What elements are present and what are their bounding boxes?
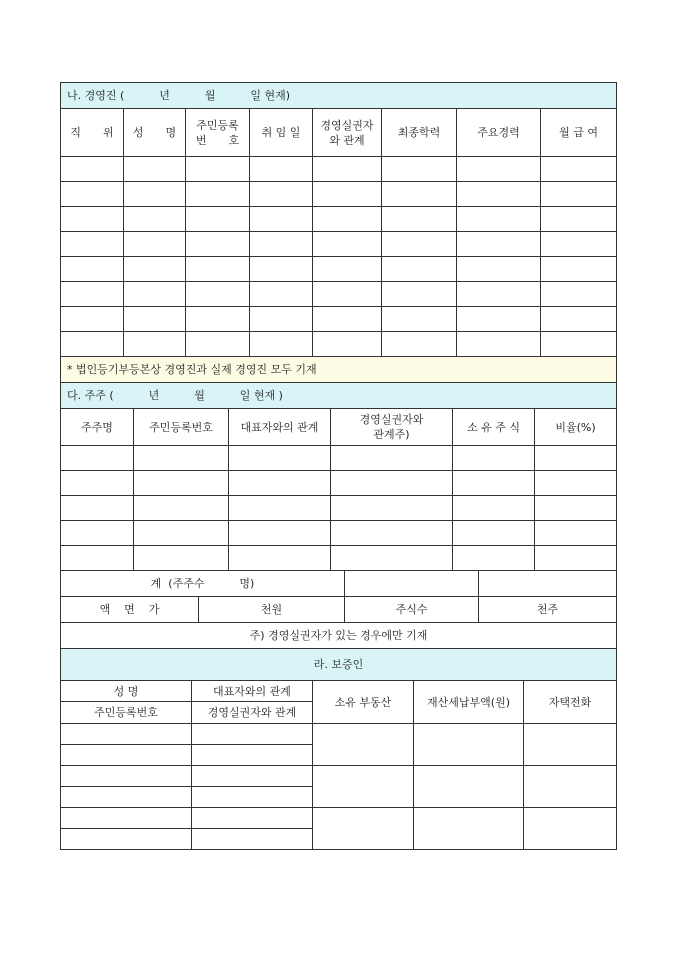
table-cell[interactable] (124, 207, 186, 232)
table-cell[interactable] (186, 232, 250, 257)
sh-header-shares (453, 409, 535, 446)
management-rows (61, 157, 617, 357)
table-cell[interactable] (382, 332, 457, 357)
header-name (124, 109, 186, 157)
table-cell[interactable] (134, 521, 229, 546)
table-cell[interactable] (331, 446, 453, 471)
table-cell[interactable] (61, 471, 134, 496)
sh-header-ratio-label: 비율(%) (555, 420, 596, 434)
total-shareholders: 계 (주주수 명) (61, 571, 345, 597)
table-cell[interactable] (229, 521, 331, 546)
table-cell[interactable] (331, 496, 453, 521)
header-position-label: 직 위 (70, 126, 114, 139)
table-cell[interactable] (541, 182, 617, 207)
header-education-label: 최종학력 (397, 126, 441, 139)
sh-header-rep-relation (229, 409, 331, 446)
table-cell[interactable] (313, 182, 382, 207)
table-cell[interactable] (250, 157, 313, 182)
table-cell[interactable] (134, 446, 229, 471)
guarantor-row (61, 766, 617, 787)
table-cell[interactable] (229, 546, 331, 571)
header-mgr-relation-label: 경영실권자 와 관계 (320, 118, 374, 147)
shareholder-rows (61, 446, 617, 571)
table-cell[interactable] (124, 157, 186, 182)
total-cell-1[interactable] (345, 571, 479, 597)
shareholder-table (60, 382, 617, 571)
header-career (457, 109, 541, 157)
form-container (60, 82, 616, 850)
table-cell[interactable] (61, 521, 134, 546)
table-cell[interactable] (541, 157, 617, 182)
table-cell[interactable] (134, 546, 229, 571)
shareholder-row (61, 496, 617, 521)
table-cell[interactable] (186, 207, 250, 232)
table-cell[interactable] (250, 282, 313, 307)
table-cell[interactable] (250, 307, 313, 332)
shareholder-footnote: 주) 경영실권자가 있는 경우에만 기재 (61, 623, 617, 649)
sh-header-name (61, 409, 134, 446)
table-cell[interactable] (192, 787, 313, 808)
table-cell[interactable] (61, 257, 124, 282)
header-appointed-date (250, 109, 313, 157)
table-cell[interactable] (61, 282, 124, 307)
table-cell[interactable] (457, 307, 541, 332)
table-cell[interactable] (541, 232, 617, 257)
table-cell[interactable] (313, 332, 382, 357)
management-row (61, 182, 617, 207)
table-cell[interactable] (453, 471, 535, 496)
table-cell[interactable] (457, 282, 541, 307)
shareholder-row (61, 546, 617, 571)
table-cell[interactable] (313, 257, 382, 282)
header-salary (541, 109, 617, 157)
table-cell[interactable] (192, 745, 313, 766)
table-cell[interactable] (61, 307, 124, 332)
gu-header-property: 소유 부동산 (313, 681, 414, 724)
management-row (61, 257, 617, 282)
gu-header-rrn: 주민등록번호 (61, 702, 192, 724)
table-cell[interactable] (250, 332, 313, 357)
table-cell[interactable] (331, 521, 453, 546)
table-cell[interactable] (61, 157, 124, 182)
table-cell[interactable] (192, 724, 313, 745)
header-name-label: 성 명 (132, 126, 177, 139)
gu-header-name: 성 명 (61, 681, 192, 702)
table-cell[interactable] (61, 745, 192, 766)
table-cell[interactable] (457, 332, 541, 357)
table-cell[interactable] (535, 521, 617, 546)
management-row (61, 282, 617, 307)
table-cell[interactable] (535, 546, 617, 571)
management-row (61, 232, 617, 257)
table-cell[interactable] (541, 282, 617, 307)
table-cell[interactable] (61, 724, 192, 745)
table-cell[interactable] (414, 766, 524, 808)
sh-header-mgr-relation-label: 경영실권자와 관계주) (359, 413, 424, 441)
table-cell[interactable] (457, 182, 541, 207)
table-cell[interactable] (313, 307, 382, 332)
shareholder-row (61, 446, 617, 471)
sh-header-rrn-label: 주민등록번호 (149, 420, 213, 434)
table-cell[interactable] (313, 766, 414, 808)
sh-header-rep-relation-label: 대표자와의 관계 (240, 420, 319, 434)
table-cell[interactable] (331, 546, 453, 571)
table-cell[interactable] (524, 766, 617, 808)
table-cell[interactable] (124, 282, 186, 307)
table-cell[interactable] (457, 257, 541, 282)
header-salary-label: 월 급 여 (559, 126, 598, 139)
management-row (61, 157, 617, 182)
table-cell[interactable] (61, 446, 134, 471)
face-value-label: 액 면 가 (61, 597, 199, 623)
table-cell[interactable] (124, 332, 186, 357)
table-cell[interactable] (535, 471, 617, 496)
header-rrn-label: 주민등록 번 호 (195, 118, 240, 147)
table-cell[interactable] (61, 332, 124, 357)
table-cell[interactable] (382, 257, 457, 282)
table-cell[interactable] (524, 724, 617, 766)
table-cell[interactable] (541, 207, 617, 232)
sh-header-shares-label: 소 유 주 식 (467, 420, 520, 434)
table-cell[interactable] (61, 787, 192, 808)
shareholder-summary-table (60, 570, 617, 649)
guarantor-row (61, 724, 617, 745)
table-cell[interactable] (414, 808, 524, 850)
shares-unit: 천주 (479, 597, 617, 623)
table-cell[interactable] (61, 546, 134, 571)
management-section-title: 나. 경영진 ( 년 월 일 현재) (61, 83, 617, 109)
table-cell[interactable] (229, 496, 331, 521)
gu-header-rep-relation: 대표자와의 관계 (192, 681, 313, 702)
table-cell[interactable] (457, 232, 541, 257)
table-cell[interactable] (453, 496, 535, 521)
table-cell[interactable] (453, 546, 535, 571)
table-cell[interactable] (541, 257, 617, 282)
gu-header-tax: 재산세납부액(원) (414, 681, 524, 724)
gu-header-mgr-relation: 경영실권자와 관계 (192, 702, 313, 724)
table-cell[interactable] (541, 307, 617, 332)
management-table (60, 82, 617, 383)
table-cell[interactable] (124, 257, 186, 282)
guarantor-table (60, 648, 617, 850)
header-position (61, 109, 124, 157)
table-cell[interactable] (192, 829, 313, 850)
table-cell[interactable] (134, 471, 229, 496)
table-cell[interactable] (457, 157, 541, 182)
table-cell[interactable] (186, 182, 250, 207)
table-cell[interactable] (61, 207, 124, 232)
table-cell[interactable] (186, 307, 250, 332)
table-cell[interactable] (250, 232, 313, 257)
header-career-label: 주요경력 (477, 126, 520, 139)
table-cell[interactable] (313, 282, 382, 307)
table-cell[interactable] (192, 808, 313, 829)
header-appointed-date-label: 취 임 일 (261, 126, 301, 139)
face-value-unit: 천원 (199, 597, 345, 623)
shares-label: 주식수 (345, 597, 479, 623)
management-row (61, 307, 617, 332)
table-cell[interactable] (313, 232, 382, 257)
guarantor-rows (61, 724, 617, 850)
shareholder-section-title: 다. 주주 ( 년 월 일 현재 ) (61, 383, 617, 409)
table-cell[interactable] (61, 496, 134, 521)
table-cell[interactable] (313, 808, 414, 850)
table-cell[interactable] (250, 207, 313, 232)
table-cell[interactable] (524, 808, 617, 850)
table-cell[interactable] (229, 471, 331, 496)
table-cell[interactable] (453, 521, 535, 546)
management-row (61, 332, 617, 357)
table-cell[interactable] (313, 157, 382, 182)
table-cell[interactable] (313, 724, 414, 766)
guarantor-section-title: 라. 보증인 (61, 649, 617, 681)
table-cell[interactable] (382, 232, 457, 257)
table-cell[interactable] (250, 257, 313, 282)
header-rrn (186, 109, 250, 157)
header-mgr-relation (313, 109, 382, 157)
table-cell[interactable] (382, 157, 457, 182)
guarantor-row (61, 808, 617, 829)
table-cell[interactable] (61, 808, 192, 829)
table-cell[interactable] (382, 207, 457, 232)
table-cell[interactable] (457, 207, 541, 232)
shareholder-row (61, 521, 617, 546)
gu-header-phone: 자택전화 (524, 681, 617, 724)
sh-header-rrn (134, 409, 229, 446)
table-cell[interactable] (186, 282, 250, 307)
table-cell[interactable] (382, 282, 457, 307)
sh-header-name-label: 주주명 (81, 420, 113, 434)
table-cell[interactable] (124, 307, 186, 332)
table-cell[interactable] (382, 307, 457, 332)
table-cell[interactable] (541, 332, 617, 357)
table-cell[interactable] (192, 766, 313, 787)
shareholder-row (61, 471, 617, 496)
header-education (382, 109, 457, 157)
table-cell[interactable] (61, 766, 192, 787)
table-cell[interactable] (414, 724, 524, 766)
table-cell[interactable] (186, 257, 250, 282)
sh-header-mgr-relation (331, 409, 453, 446)
table-cell[interactable] (229, 446, 331, 471)
table-cell[interactable] (124, 232, 186, 257)
table-cell[interactable] (134, 496, 229, 521)
table-cell[interactable] (382, 182, 457, 207)
table-cell[interactable] (331, 471, 453, 496)
table-cell[interactable] (186, 157, 250, 182)
table-cell[interactable] (535, 446, 617, 471)
table-cell[interactable] (453, 446, 535, 471)
table-cell[interactable] (250, 182, 313, 207)
table-cell[interactable] (535, 496, 617, 521)
management-note: * 법인등기부등본상 경영진과 실제 경영진 모두 기재 (61, 357, 617, 383)
table-cell[interactable] (124, 182, 186, 207)
table-cell[interactable] (186, 332, 250, 357)
table-cell[interactable] (313, 207, 382, 232)
sh-header-ratio (535, 409, 617, 446)
table-cell[interactable] (61, 232, 124, 257)
table-cell[interactable] (61, 182, 124, 207)
total-cell-2[interactable] (479, 571, 617, 597)
management-row (61, 207, 617, 232)
table-cell[interactable] (61, 829, 192, 850)
